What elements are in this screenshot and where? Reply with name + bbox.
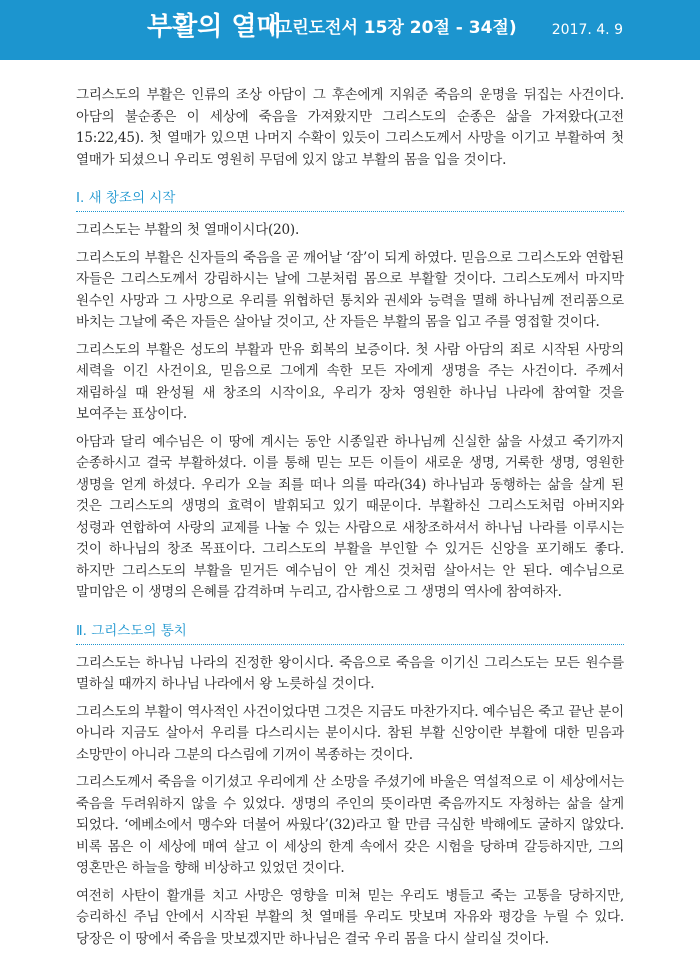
paragraph: 여전히 사탄이 활개를 치고 사망은 영향을 미쳐 믿는 우리도 병들고 죽는 고통을 당하지만, 승리하신 주님 안에서 시작된 부활의 첫 열매를 우리도 맛보며 자유와 평강을 누릴 수 있다. 당장은 이 땅에서 죽음을 맛보겠지만 하나님은 결국 우리 몸을 다시 살리실 것이다. <box>76 887 624 947</box>
paragraph: 그리스도께서 죽음을 이기셨고 우리에게 산 소망을 주셨기에 바울은 역설적으로 이 세상에서는 죽음을 두려워하지 않을 수 있었다. 생명의 주인의 뜻이라면 죽음까지도 자청하는 삶을 살게 되었다. ‘에베소에서 맹수와 더불어 싸웠다’(32)라고 할 만큼 극심한 박해에도 굴하지 않았다. 비록 몸은 이 세상에 매여 살고 이 세상의 한계 속에서 갖은 시험을 당하며 갈등하지만, 그의 영혼만은 하늘을 향해 비상하고 있었던 것이다. <box>76 774 624 876</box>
paragraph: 그리스도는 하나님 나라의 진정한 왕이시다. 죽음으로 죽음을 이기신 그리스도는 모든 원수를 멸하실 때까지 하나님 나라에서 왕 노릇하실 것이다. <box>76 654 624 692</box>
paragraph: 그리스도의 부활은 신자들의 죽음을 곧 깨어날 ‘잠’이 되게 하였다. 믿음으로 그리스도와 연합된 자들은 그리스도께서 강림하시는 날에 그분처럼 몸으로 부활할 것이다. 그리스도께서 마지막 원수인 사망과 그 사망으로 우리를 위협하던 통치와 권세와 능력을 멸해 하나님께 전리품으로 바치는 그날에 죽은 자들은 살아날 것이고, 산 자들은 부활의 몸을 입고 주를 영접할 것이다. <box>76 249 624 330</box>
date: 2017. 4. 9 <box>551 22 623 38</box>
spacer <box>76 610 624 619</box>
section-title-new-creation: Ⅰ. 새 창조의 시작 <box>76 186 624 212</box>
sermon-body <box>76 85 624 956</box>
page-title: 부활의 열매 <box>147 12 282 42</box>
scripture-reference: (고린도전서 15장 20절 - 34절) <box>268 18 517 38</box>
spacer <box>76 177 624 186</box>
paragraph: 그리스도는 부활의 첫 열매이시다(20). <box>76 222 300 238</box>
paragraph: 아담과 달리 예수님은 이 땅에 계시는 동안 시종일관 하나님께 신실한 삶을 사셨고 죽기까지 순종하시고 결국 부활하셨다. 이를 통해 믿는 모든 이들이 새로운 생명, 거룩한 생명, 영원한 생명을 얻게 하셨다. 우리가 오늘 죄를 떠나 의를 따라(34) 하나님과 동행하는 삶을 살게 된 것은 그리스도의 생명의 효력이 발휘되고 있기 때문이다. 부활하신 그리스도처럼 아버지와 성령과 연합하여 사랑의 교제를 나눌 수 있는 사람으로 새창조하셔서 하나님 나라를 이루시는 것이 하나님의 창조 목표이다. 그리스도의 부활을 부인할 수 있거든 신앙을 포기해도 좋다. 하지만 그리스도의 부활을 믿거든 예수님이 안 계신 것처럼 살아서는 안 된다. 예수님으로 말미암은 이 생명의 은혜를 감격하며 누리고, 감사함으로 그 생명의 역사에 참여하자. <box>76 433 624 600</box>
paragraph: 그리스도의 부활은 성도의 부활과 만유 회복의 보증이다. 첫 사람 아담의 죄로 시작된 사망의 세력을 이긴 사건이요, 믿음으로 그에게 속한 모든 자에게 생명을 주는 사건이다. 주께서 재림하실 때 완성될 새 창조의 시작이요, 우리가 장차 영원한 하나님 나라에 참여할 것을 보여주는 표상이다. <box>76 341 624 422</box>
paragraph: 그리스도의 부활이 역사적인 사건이었다면 그것은 지금도 마찬가지다. 예수님은 죽고 끝난 분이 아니라 지금도 살아서 우리를 다스리시는 분이시다. 참된 부활 신앙이란 부활에 대한 믿음과 소망만이 아니라 그분의 다스림에 기꺼이 복종하는 것이다. <box>76 703 624 763</box>
header-banner <box>0 0 700 60</box>
intro-paragraph: 그리스도의 부활은 인류의 조상 아담이 그 후손에게 지워준 죽음의 운명을 뒤집는 사건이다. 아담의 불순종은 이 세상에 죽음을 가져왔지만 그리스도의 순종은 삶을 가져왔다(고전 15:22,45). 첫 열매가 있으면 나머지 수확이 있듯이 그리스도께서 사망을 이기고 부활하여 첫 열매가 되셨으니 우리도 영원히 무덤에 있지 않고 부활의 몸을 입을 것이다. <box>76 87 624 168</box>
section-title-christ-reign: Ⅱ. 그리스도의 통치 <box>76 619 624 645</box>
